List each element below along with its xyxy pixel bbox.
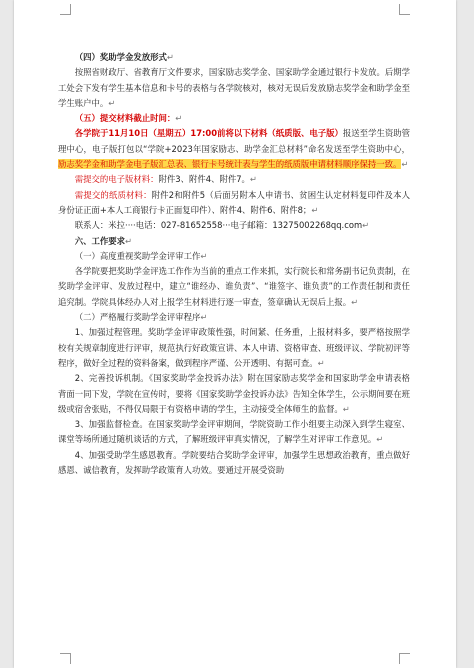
section-4-heading: （四）奖助学金发放形式↵ [74, 52, 174, 62]
deadline-text: 各学院于11月10日（星期五）17:00前将以下材料（纸质版、电子版） [74, 128, 343, 139]
section-5-paragraph: 各学院于11月10日（星期五）17:00前将以下材料（纸质版、电子版）报送至学生资助管理中心，电子版打包以“学院+2023年国家励志、助学金汇总材料”命名发送至学生资助中心，励志奖学金和助学金电子版汇总表、银行卡号统计表与学生的纸质版申请材料顺序保持一致。↵ [58, 128, 411, 170]
section-4-paragraph: 按照省财政厅、省教育厅文件要求，国家励志奖学金、国家助学金通过银行卡发放。后期学工处会下发有学生基本信息和卡号的表格与各学院核对，核对无误后发放励志奖学金和助学金至学生账户中。↵ [58, 67, 410, 108]
subsection-1-title: （一）高度重视奖助学金评审工作↵ [74, 250, 208, 261]
contact-line: 联系人：米拉····电话：027-81652558···电子邮箱：13275002268qq.com↵ [74, 220, 370, 231]
electronic-materials-line: 需提交的电子版材料：附件3、附件4、附件7。↵ [74, 174, 257, 185]
item-4-paragraph: 4、加强受助学生感恩教育。学院要结合奖助学金评审，加强学生思想政治教育，重点做好感恩、诚信教育，发挥助学政策育人功效。要通过开展受资助 [58, 449, 410, 476]
subsection-1-paragraph: 各学院要把奖助学金评选工作作为当前的重点工作来抓，实行院长和常务副书记负责制，在奖助学金评审、发放过程中，建立“谁经办、谁负责”、“谁签字、谁负责”的工作责任制和责任追究制。学院具体经办人对上报学生材料进行逐一审查，签章确认无误后上报。↵ [58, 266, 410, 307]
item-1-paragraph: 1、加强过程管理。奖助学金评审政策性强，时间紧、任务重，上报材料多，要严格按照学校有关规章制度进行评审，规范执行好政策宣讲、本人申请、资格审查、班级评议、学院初评等程序，做好全过程的资料备案，做到程序严谨、公开透明、有据可查。↵ [58, 327, 410, 368]
paper-materials-line: 需提交的纸质材料：附件2和附件5（后面另附本人申请书、贫困生认定材料复印件及本人身份证正面+本人工商银行卡正面复印件）、附件4、附件6、附件8；↵ [58, 189, 410, 215]
subsection-2-title: （二）严格履行奖助学金评审程序↵ [74, 312, 208, 323]
margin-corner-mark [60, 653, 71, 664]
margin-corner-mark [399, 4, 410, 15]
item-2-paragraph: 2、完善投诉机制。《国家奖助学金投诉办法》附在国家励志奖学金和国家助学金申请表格背面一同下发，学院在宣传时，要将《国家奖助学金投诉办法》告知全体学生，公示期间要在班级或宿舍张贴，不得仅局限于有资格申请的学生，主动接受全体师生的监督。↵ [58, 373, 410, 414]
document-page [14, 0, 456, 668]
margin-corner-mark [60, 4, 71, 15]
document-body[interactable] [58, 50, 410, 478]
margin-corner-mark [399, 653, 410, 664]
item-3-paragraph: 3、加强监督检查。在国家奖助学金评审期间，学院资助工作小组要主动深入到学生寝室、课堂等场所通过随机谈话的方式，了解班级评审真实情况，了解学生对评审工作意见。↵ [58, 419, 410, 445]
highlighted-requirement: 励志奖学金和助学金电子版汇总表、银行卡号统计表与学生的纸质版申请材料顺序保持一致。 [58, 159, 402, 170]
section-6-heading: 六、工作要求↵ [74, 235, 133, 246]
section-5-heading: （五）提交材料截止时间：↵ [74, 113, 183, 124]
